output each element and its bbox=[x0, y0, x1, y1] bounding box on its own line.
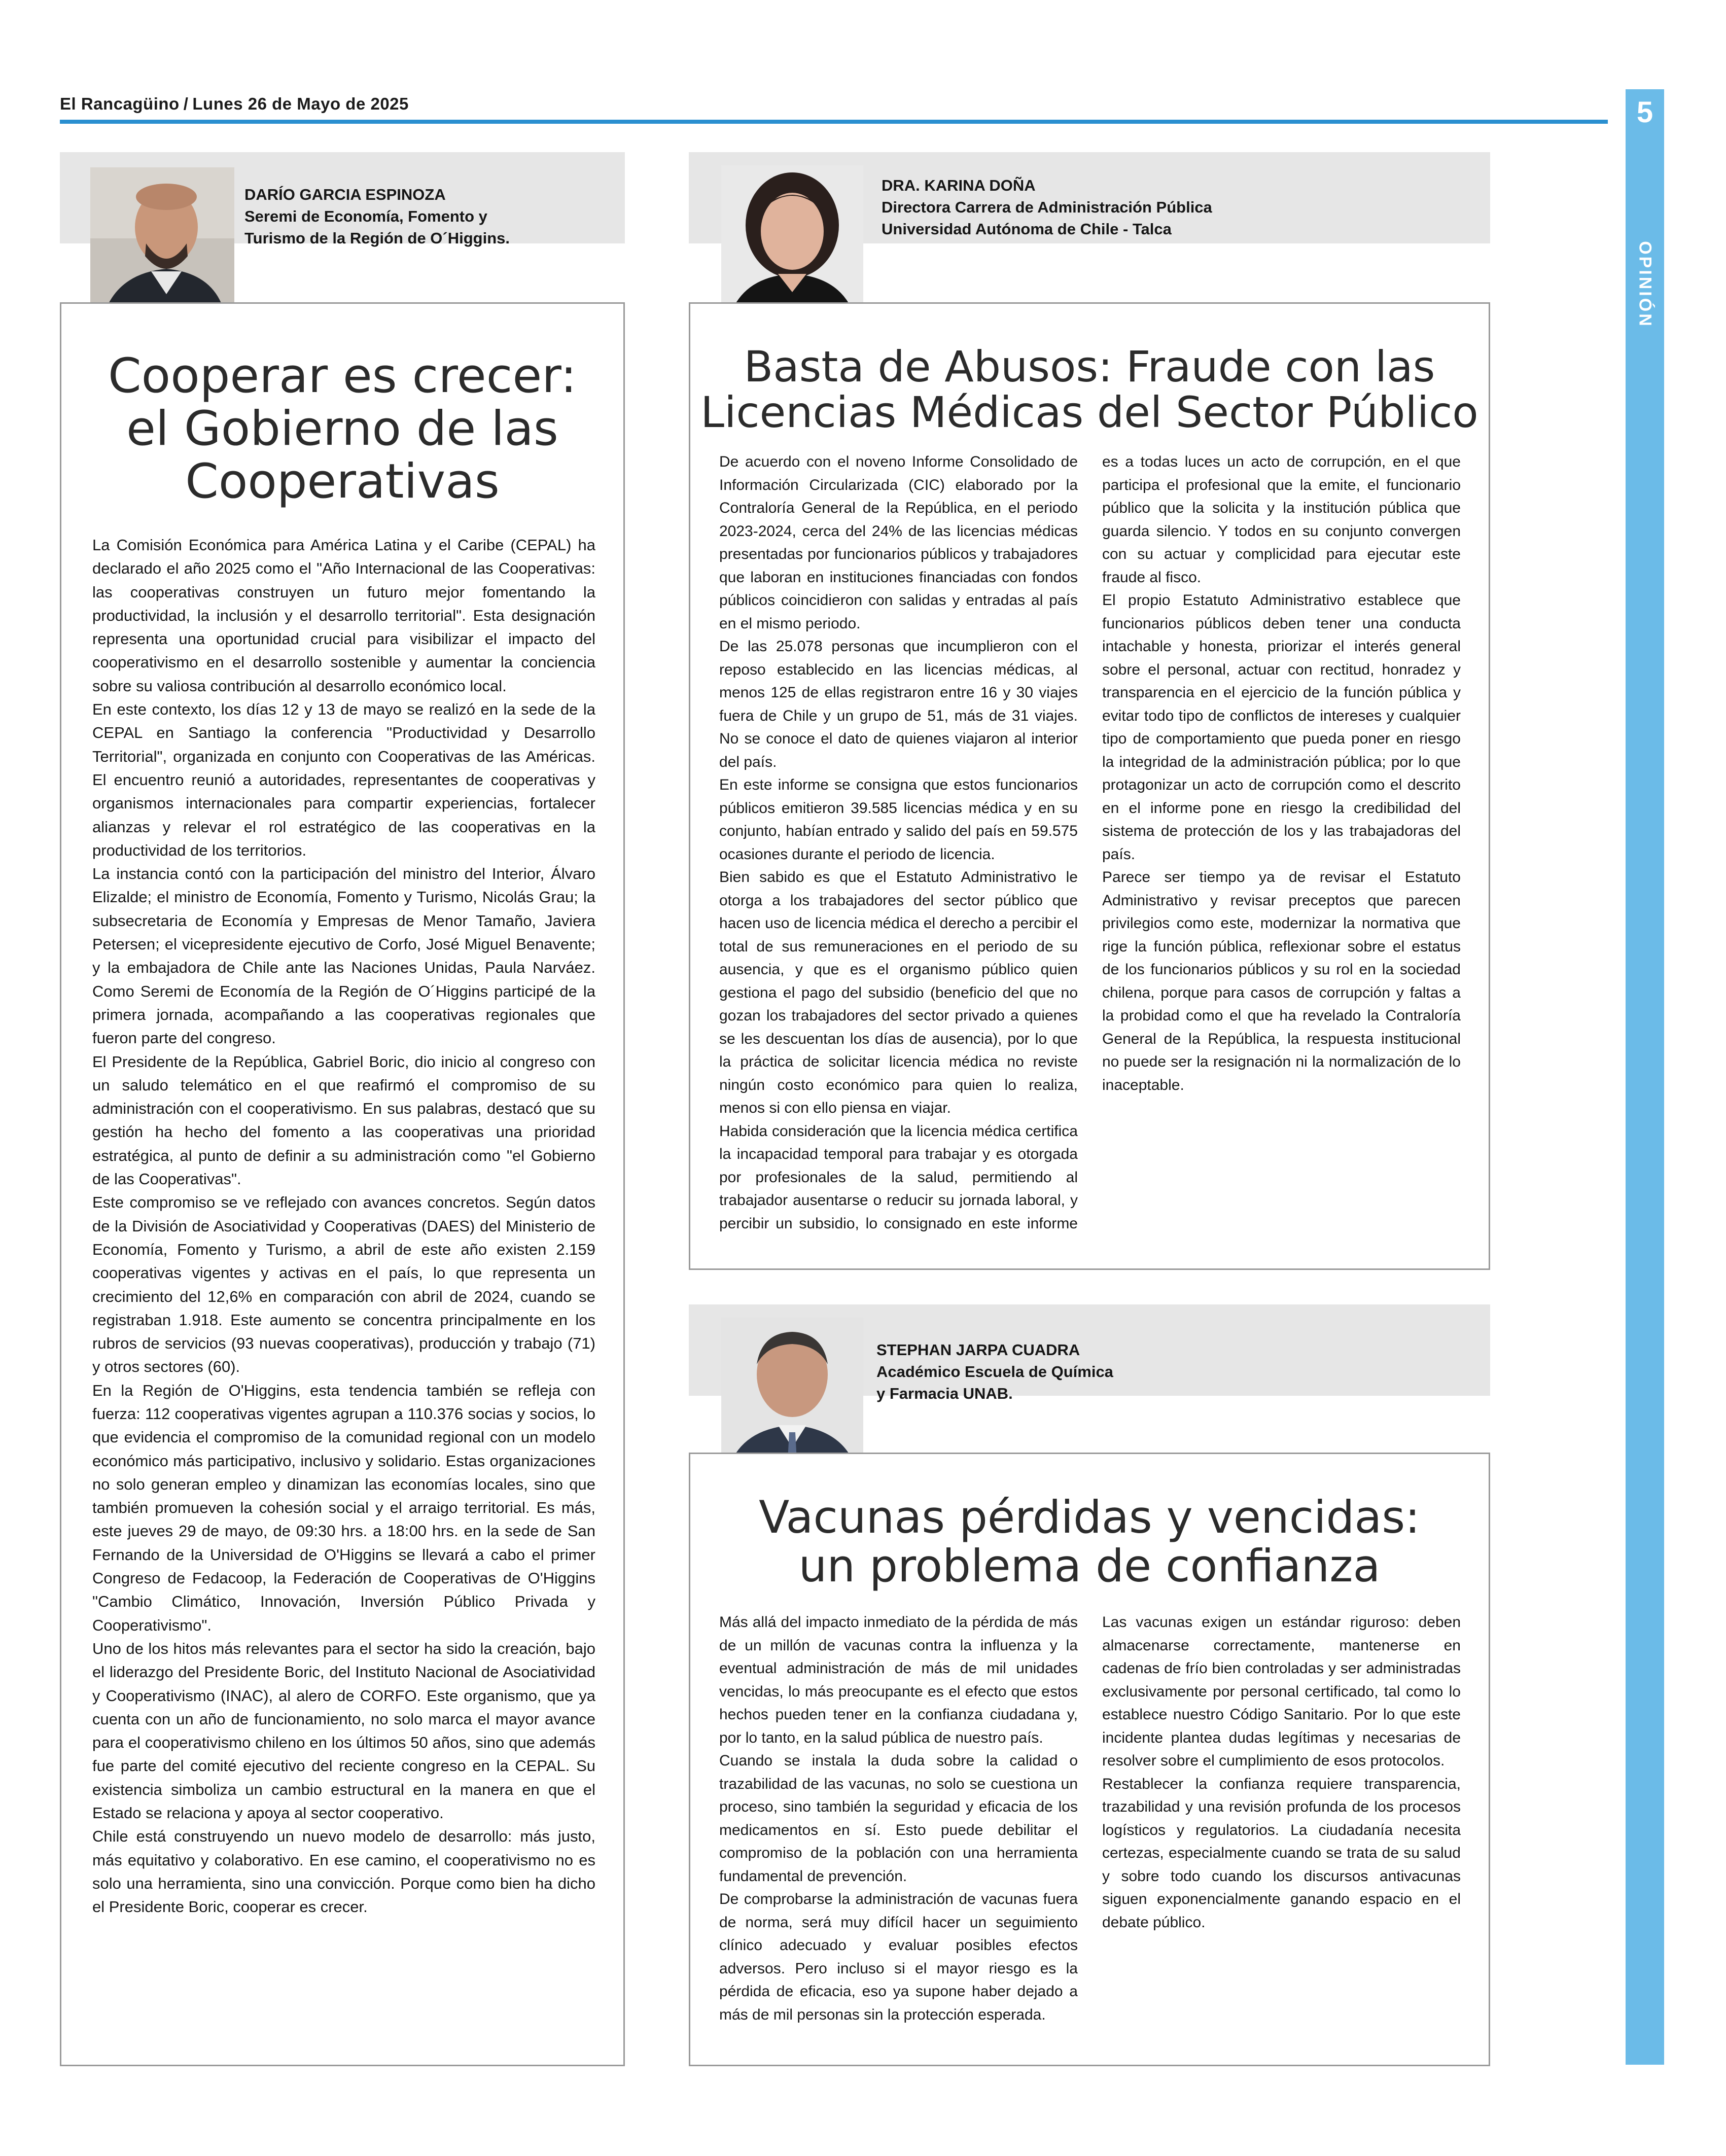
headline-line: Cooperativas bbox=[185, 454, 500, 509]
section-label bbox=[1626, 241, 1664, 328]
page-number: 5 bbox=[1636, 96, 1653, 129]
paragraph: Habida consideración que la licencia médica certifica la incapacidad temporal para trabajar y es otorgada por profesionales de la salud, permitiendo al trabajador ausentarse o reducir su jornada laboral, y percibir un subsidio, lo consignado en este informe es a todas luces un acto de corrupción, en el que participa el profesional que la emite, el funcionario público que la solicita y la institución pública que guarda silencio. Y todos en su conjunto convergen con su actuar y complicidad para ejecutar este fraude al fisco. bbox=[719, 453, 1461, 1232]
paragraph: Chile está construyendo un nuevo modelo de desarrollo: más justo, más equitativo y colaborativo. En ese camino, el cooperativismo no es solo una herramienta, sino una convicción. Porque como bien ha dicho el Presidente Boric, cooperar es crecer. bbox=[92, 1827, 595, 1916]
author-name: DRA. KARINA DOÑA bbox=[882, 176, 1036, 194]
headline-line: el Gobierno de las bbox=[126, 401, 558, 456]
masthead: El Rancagüino / Lunes 26 de Mayo de 2025 bbox=[60, 94, 409, 113]
paragraph: Este compromiso se ve reflejado con avances concretos. Según datos de la División de Asociatividad y Cooperativas (DAES) del Ministerio de Economía, Fomento y Turismo, a abril de este año existen 2.159 cooperativas vigentes y activas en el país, lo que representa un crecimiento del 12,6% en comparación con abril de 2024, cuando se registraban 1.918. Este aumento se concentra principalmente en los rubros de servicios (93 nuevas cooperativas), producción y trabajo (71) y otros sectores (60). bbox=[92, 1193, 595, 1376]
paragraph: De las 25.078 personas que incumplieron con el reposo establecido en las licencias médicas, al menos 125 de ellas registraron entre 16 y 30 viajes fuera de Chile y un grupo de 51, más de 31 viajes. No se conoce el dato de quienes viajaron al interior del país. bbox=[719, 638, 1078, 770]
paragraph: Las vacunas exigen un estándar riguroso: deben almacenarse correctamente, mantenerse en cadenas de frío bien controladas y ser administradas exclusivamente por personal certificado, tal como lo establece nuestro Código Sanitario. Por lo que este incidente plantea dudas legítimas y necesarias de resolver sobre el cumplimiento de esos protocolos. bbox=[1102, 1614, 1461, 1769]
headline-line: Cooperar es crecer: bbox=[108, 348, 577, 404]
paragraph: El propio Estatuto Administrativo establece que funcionarios públicos deben tener una conducta intachable y honesta, priorizar el interés general sobre el personal, actuar con rectitud, honradez y transparencia en el ejercicio de la función pública y evitar todo tipo de conflictos de intereses y cualquier tipo de comportamiento que pueda poner en riesgo la integridad de la administración pública; por lo que protagonizar un acto de corrupción como el descrito en el informe pone en riesgo la credibilidad del sistema de protección de los y las trabajadoras del país. bbox=[1102, 592, 1461, 863]
author-role-line: Directora Carrera de Administración Pública bbox=[882, 198, 1212, 216]
author-info-2 bbox=[882, 174, 1212, 240]
author-role-line: Seremi de Economía, Fomento y bbox=[244, 207, 487, 225]
headline-line: Basta de Abusos: Fraude con las bbox=[744, 342, 1435, 392]
headline-line: Vacunas pérdidas y vencidas: bbox=[759, 1491, 1420, 1543]
paragraph: Más allá del impacto inmediato de la pérdida de más de un millón de vacunas contra la influenza y la eventual administración de más de mil unidades vencidas, lo más preocupante es el efecto que estos hechos pueden tener en la confianza ciudadana y, por lo tanto, en la salud pública de nuestro país. bbox=[719, 1614, 1078, 1746]
paragraph: En la Región de O'Higgins, esta tendencia también se refleja con fuerza: 112 cooperativas vigentes agrupan a 110.376 socias y socios, lo que evidencia el compromiso de la comunidad regional con un modelo económico más participativo, inclusivo y solidario. Estas organizaciones no solo generan empleo y dinamizan las economías locales, sino que también promueven la cohesión social y el arraigo territorial. Es más, este jueves 29 de mayo, de 09:30 hrs. a 18:00 hrs. en la sede de San Fernando de la Universidad de O'Higgins se llevará a cabo el primer Congreso de Fedacoop, la Federación de Cooperativas de O'Higgins "Cambio Climático, Innovación, Inversión Público Privada y Cooperativismo". bbox=[92, 1381, 595, 1634]
headline-3 bbox=[700, 1493, 1479, 1591]
paragraph: En este contexto, los días 12 y 13 de mayo se realizó en la sede de la CEPAL en Santiago la conferencia "Productividad y Desarrollo Territorial", organizada en conjunto con Cooperativas de las Américas. El encuentro reunió a autoridades, representantes de cooperativas y organismos internacionales para compartir experiencias, fortalecer alianzas y relevar el rol estratégico de las cooperativas en la productividad de los territorios. bbox=[92, 700, 595, 859]
header-rule bbox=[60, 120, 1608, 124]
paragraph: De comprobarse la administración de vacunas fuera de norma, será muy difícil hacer un seguimiento clínico adecuado y evaluar posibles efectos adversos. Pero incluso si el mayor riesgo es la pérdida de eficacia, eso ya supone haber dejado a más de mil personas sin la protección esperada. bbox=[719, 1891, 1078, 2023]
article-body-2 bbox=[719, 450, 1461, 1252]
paragraph: El Presidente de la República, Gabriel Boric, dio inicio al congreso con un saludo telemático en el que reafirmó el compromiso de su administración con el cooperativismo. En sus palabras, destacó que su gestión ha hecho del fomento a las cooperativas una prioridad estratégica, al punto de definir a su administración como "el Gobierno de las Cooperativas". bbox=[92, 1052, 595, 1188]
paragraph: En este informe se consigna que estos funcionarios públicos emitieron 39.585 licencias médica y en su conjunto, habían entrado y salido del país en 59.575 ocasiones durante el periodo de licencia. bbox=[719, 776, 1078, 863]
author-name: STEPHAN JARPA CUADRA bbox=[876, 1341, 1080, 1359]
author-role-line: Turismo de la Región de O´Higgins. bbox=[244, 229, 510, 247]
section-tab bbox=[1626, 89, 1664, 2065]
author-role-line: y Farmacia UNAB. bbox=[876, 1385, 1013, 1402]
author-info-1 bbox=[244, 184, 510, 249]
paragraph: La instancia contó con la participación del ministro del Interior, Álvaro Elizalde; el ministro de Economía, Fomento y Turismo, Nicolás Grau; la subsecretaria de Economía y Empresas de Menor Tamaño, Javiera Petersen; el vicepresidente ejecutivo de Corfo, José Miguel Benavente; y la embajadora de Chile ante las Naciones Unidas, Paula Narváez. Como Seremi de Economía de la Región de O´Higgins participé de la primera jornada, acompañando a las cooperativas regionales que fueron parte del congreso. bbox=[92, 865, 595, 1047]
paragraph: La Comisión Económica para América Latina y el Caribe (CEPAL) ha declarado el año 2025 como el "Año Internacional de las Cooperativas: las cooperativas construyen un futuro mejor fomentando la productividad, la inclusión y el desarrollo territorial". Esta designación representa una oportunidad crucial para visibilizar el impacto del cooperativismo en el desarrollo sostenible y aumentar la conciencia sobre su valiosa contribución al desarrollo económico local. bbox=[92, 536, 595, 695]
headline-2 bbox=[700, 344, 1479, 435]
paragraph: Bien sabido es que el Estatuto Administrativo le otorga a los trabajadores del sector público que hacen uso de licencia médica el derecho a percibir el total de sus remuneraciones en el periodo de su ausencia, y que es el organismo público quien gestiona el pago del subsidio (beneficio del que no gozan los trabajadores del sector privado a quienes se les descuentan los días de ausencia), por lo que la práctica de solicitar licencia médica no reviste ningún costo económico para quien lo realiza, menos si con ello piensa en viajar. bbox=[719, 869, 1078, 1116]
author-role-line: Universidad Autónoma de Chile - Talca bbox=[882, 220, 1172, 238]
article-body-1 bbox=[92, 534, 595, 2050]
headline-line: un problema de confianza bbox=[798, 1540, 1381, 1592]
paragraph: Cuando se instala la duda sobre la calidad o trazabilidad de las vacunas, no solo se cuestiona un proceso, sino también la seguridad y eficacia de los medicamentos en sí. Esto puede debilitar el compromiso de la población con una herramienta fundamental de prevención. bbox=[719, 1752, 1078, 1885]
paragraph: Parece ser tiempo ya de revisar el Estatuto Administrativo y revisar preceptos que parecen privilegios como este, modernizar la normativa que rige la función pública, reflexionar sobre el estatus de los funcionarios públicos y su rol en la sociedad chilena, porque para casos de corrupción y faltas a la probidad como el que ha revelado la Contraloría General de la República, la respuesta institucional no puede ser la resignación ni la normalización de lo inaceptable. bbox=[1102, 869, 1461, 1093]
author-name: DARÍO GARCIA ESPINOZA bbox=[244, 186, 446, 203]
publication-name: El Rancagüino bbox=[60, 94, 180, 113]
headline-line: Licencias Médicas del Sector Público bbox=[700, 387, 1478, 437]
paragraph: Restablecer la confianza requiere transparencia, trazabilidad y una revisión profunda de los procesos logísticos y regulatorios. La ciudadanía necesita certezas, especialmente cuando se trata de su salud y sobre todo cuando los discursos antivacunas siguen exponencialmente ganando espacio en el debate público. bbox=[1102, 1775, 1461, 1931]
paragraph: De acuerdo con el noveno Informe Consolidado de Información Circularizada (CIC) elaborado por la Contraloría General de la República, en el periodo 2023-2024, cerca del 24% de las licencias médicas presentadas por funcionarios públicos y trabajadores que laboran en instituciones financiadas con fondos públicos coincidieron con salidas y entradas al país en el mismo periodo. bbox=[719, 453, 1078, 632]
issue-date: Lunes 26 de Mayo de 2025 bbox=[192, 94, 409, 113]
author-info-3 bbox=[876, 1339, 1113, 1404]
section-name: OPINIÓN bbox=[1635, 241, 1655, 328]
author-role-line: Académico Escuela de Química bbox=[876, 1363, 1113, 1381]
paragraph: Uno de los hitos más relevantes para el sector ha sido la creación, bajo el liderazgo del Presidente Boric, del Instituto Nacional de Asociatividad y Cooperativismo (INAC), al alero de CORFO. Este organismo, que ya cuenta con un año de funcionamiento, no solo marca el mayor avance para el cooperativismo chileno en los últimos 50 años, sino que además fue parte del comité ejecutivo del reciente congreso en la CEPAL. Su existencia simboliza un cambio estructural en la manera en que el Estado se relaciona y apoya al sector cooperativo. bbox=[92, 1639, 595, 1822]
headline-1 bbox=[71, 350, 614, 508]
article-body-3 bbox=[719, 1611, 1461, 2052]
